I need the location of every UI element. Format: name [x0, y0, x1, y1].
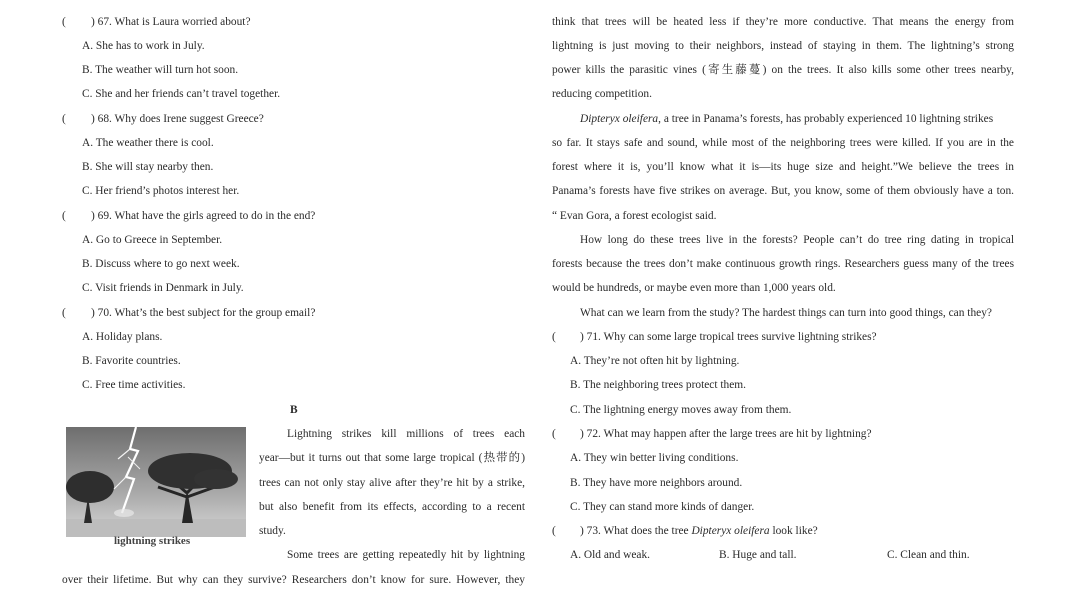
option-71-c: C. The lightning energy moves away from them. — [570, 404, 792, 416]
passage-text: , a tree in Panama’s forests, has probably experienced 10 lightning strikes — [658, 113, 994, 125]
passage-line: power kills the parasitic vines (寄生藤蔓) on the trees. It also kills some other trees nearby, — [552, 64, 1014, 76]
answer-paren-69: ( — [62, 210, 66, 222]
passage-line — [580, 112, 1014, 126]
answer-paren-73: ( — [552, 525, 556, 537]
answer-paren-68: ( — [62, 113, 66, 125]
option-69-a: A. Go to Greece in September. — [82, 234, 223, 246]
lightning-photo-icon — [66, 427, 246, 537]
passage-line: How long do these trees live in the forests? People can’t do tree ring dating in tropical — [580, 234, 1014, 246]
passage-line: but also benefit from its effects, according to a recent — [259, 501, 525, 513]
figure-caption: lightning strikes — [114, 535, 191, 547]
question-73-text-end: look like? — [769, 525, 818, 537]
passage-line: Panama’s forests have five strikes on average. But, you know, some of them obviously have a ton. — [552, 185, 1014, 197]
option-68-b: B. She will stay nearby then. — [82, 161, 214, 173]
passage-line: reducing competition. — [552, 88, 652, 100]
option-67-b: B. The weather will turn hot soon. — [82, 64, 239, 76]
option-67-a: A. She has to work in July. — [82, 40, 205, 52]
option-69-b: B. Discuss where to go next week. — [82, 258, 240, 270]
passage-line: lightning is just moving to their neighbors, instead of staying in them. The lightning’s strong — [552, 40, 1014, 52]
passage-line: What can we learn from the study? The hardest things can turn into good things, can they? — [580, 307, 992, 319]
question-69: ) 69. What have the girls agreed to do in the end? — [91, 210, 316, 222]
question-67: ) 67. What is Laura worried about? — [91, 16, 251, 28]
option-68-a: A. The weather there is cool. — [82, 137, 214, 149]
passage-line: Lightning strikes kill millions of trees each — [287, 428, 525, 440]
answer-paren-67: ( — [62, 16, 66, 28]
passage-line: forests because the trees don’t make continuous growth rings. Researchers guess many of the trees — [552, 258, 1014, 270]
answer-paren-70: ( — [62, 307, 66, 319]
lightning-figure — [66, 427, 246, 549]
option-71-a: A. They’re not often hit by lightning. — [570, 355, 740, 367]
passage-line: trees can not only stay alive after they’re hit by a strike, — [259, 477, 525, 489]
question-73 — [580, 524, 818, 538]
question-68: ) 68. Why does Irene suggest Greece? — [91, 113, 264, 125]
passage-line: study. — [259, 525, 286, 537]
answer-paren-72: ( — [552, 428, 556, 440]
option-70-c: C. Free time activities. — [82, 379, 186, 391]
option-73-a: A. Old and weak. — [570, 549, 651, 561]
option-69-c: C. Visit friends in Denmark in July. — [82, 282, 244, 294]
passage-line: year—but it turns out that some large tropical (热带的) — [259, 452, 525, 464]
option-72-a: A. They win better living conditions. — [570, 452, 739, 464]
question-73-species: Dipteryx oleifera — [691, 525, 770, 537]
question-71: ) 71. Why can some large tropical trees survive lightning strikes? — [580, 331, 877, 343]
answer-paren-71: ( — [552, 331, 556, 343]
option-73-b: B. Huge and tall. — [719, 549, 797, 561]
question-73-text: ) 73. What does the tree — [580, 525, 692, 537]
species-name: Dipteryx oleifera — [580, 113, 659, 125]
option-73-c: C. Clean and thin. — [887, 549, 970, 561]
passage-line: Some trees are getting repeatedly hit by lightning — [287, 549, 525, 561]
passage-line: would be hundreds, or maybe even more than 1,000 years old. — [552, 282, 836, 294]
passage-line: “ Evan Gora, a forest ecologist said. — [552, 210, 717, 222]
passage-line: think that trees will be heated less if they’re more conductive. That means the energy from — [552, 16, 1014, 28]
option-68-c: C. Her friend’s photos interest her. — [82, 185, 240, 197]
section-heading-b: B — [290, 404, 298, 416]
passage-line: forest where it is, you’ll know what it is—its huge size and height.”We believe the trees in — [552, 161, 1014, 173]
option-72-b: B. They have more neighbors around. — [570, 477, 743, 489]
option-71-b: B. The neighboring trees protect them. — [570, 379, 746, 391]
option-67-c: C. She and her friends can’t travel together. — [82, 88, 281, 100]
question-70: ) 70. What’s the best subject for the group email? — [91, 307, 316, 319]
option-70-b: B. Favorite countries. — [82, 355, 181, 367]
option-70-a: A. Holiday plans. — [82, 331, 163, 343]
option-72-c: C. They can stand more kinds of danger. — [570, 501, 755, 513]
passage-line: over their lifetime. But why can they survive? Researchers don’t know for sure. However, they — [62, 574, 525, 586]
passage-line: so far. It stays safe and sound, while most of the neighboring trees were killed. If you are in the — [552, 137, 1014, 149]
question-72: ) 72. What may happen after the large trees are hit by lightning? — [580, 428, 872, 440]
